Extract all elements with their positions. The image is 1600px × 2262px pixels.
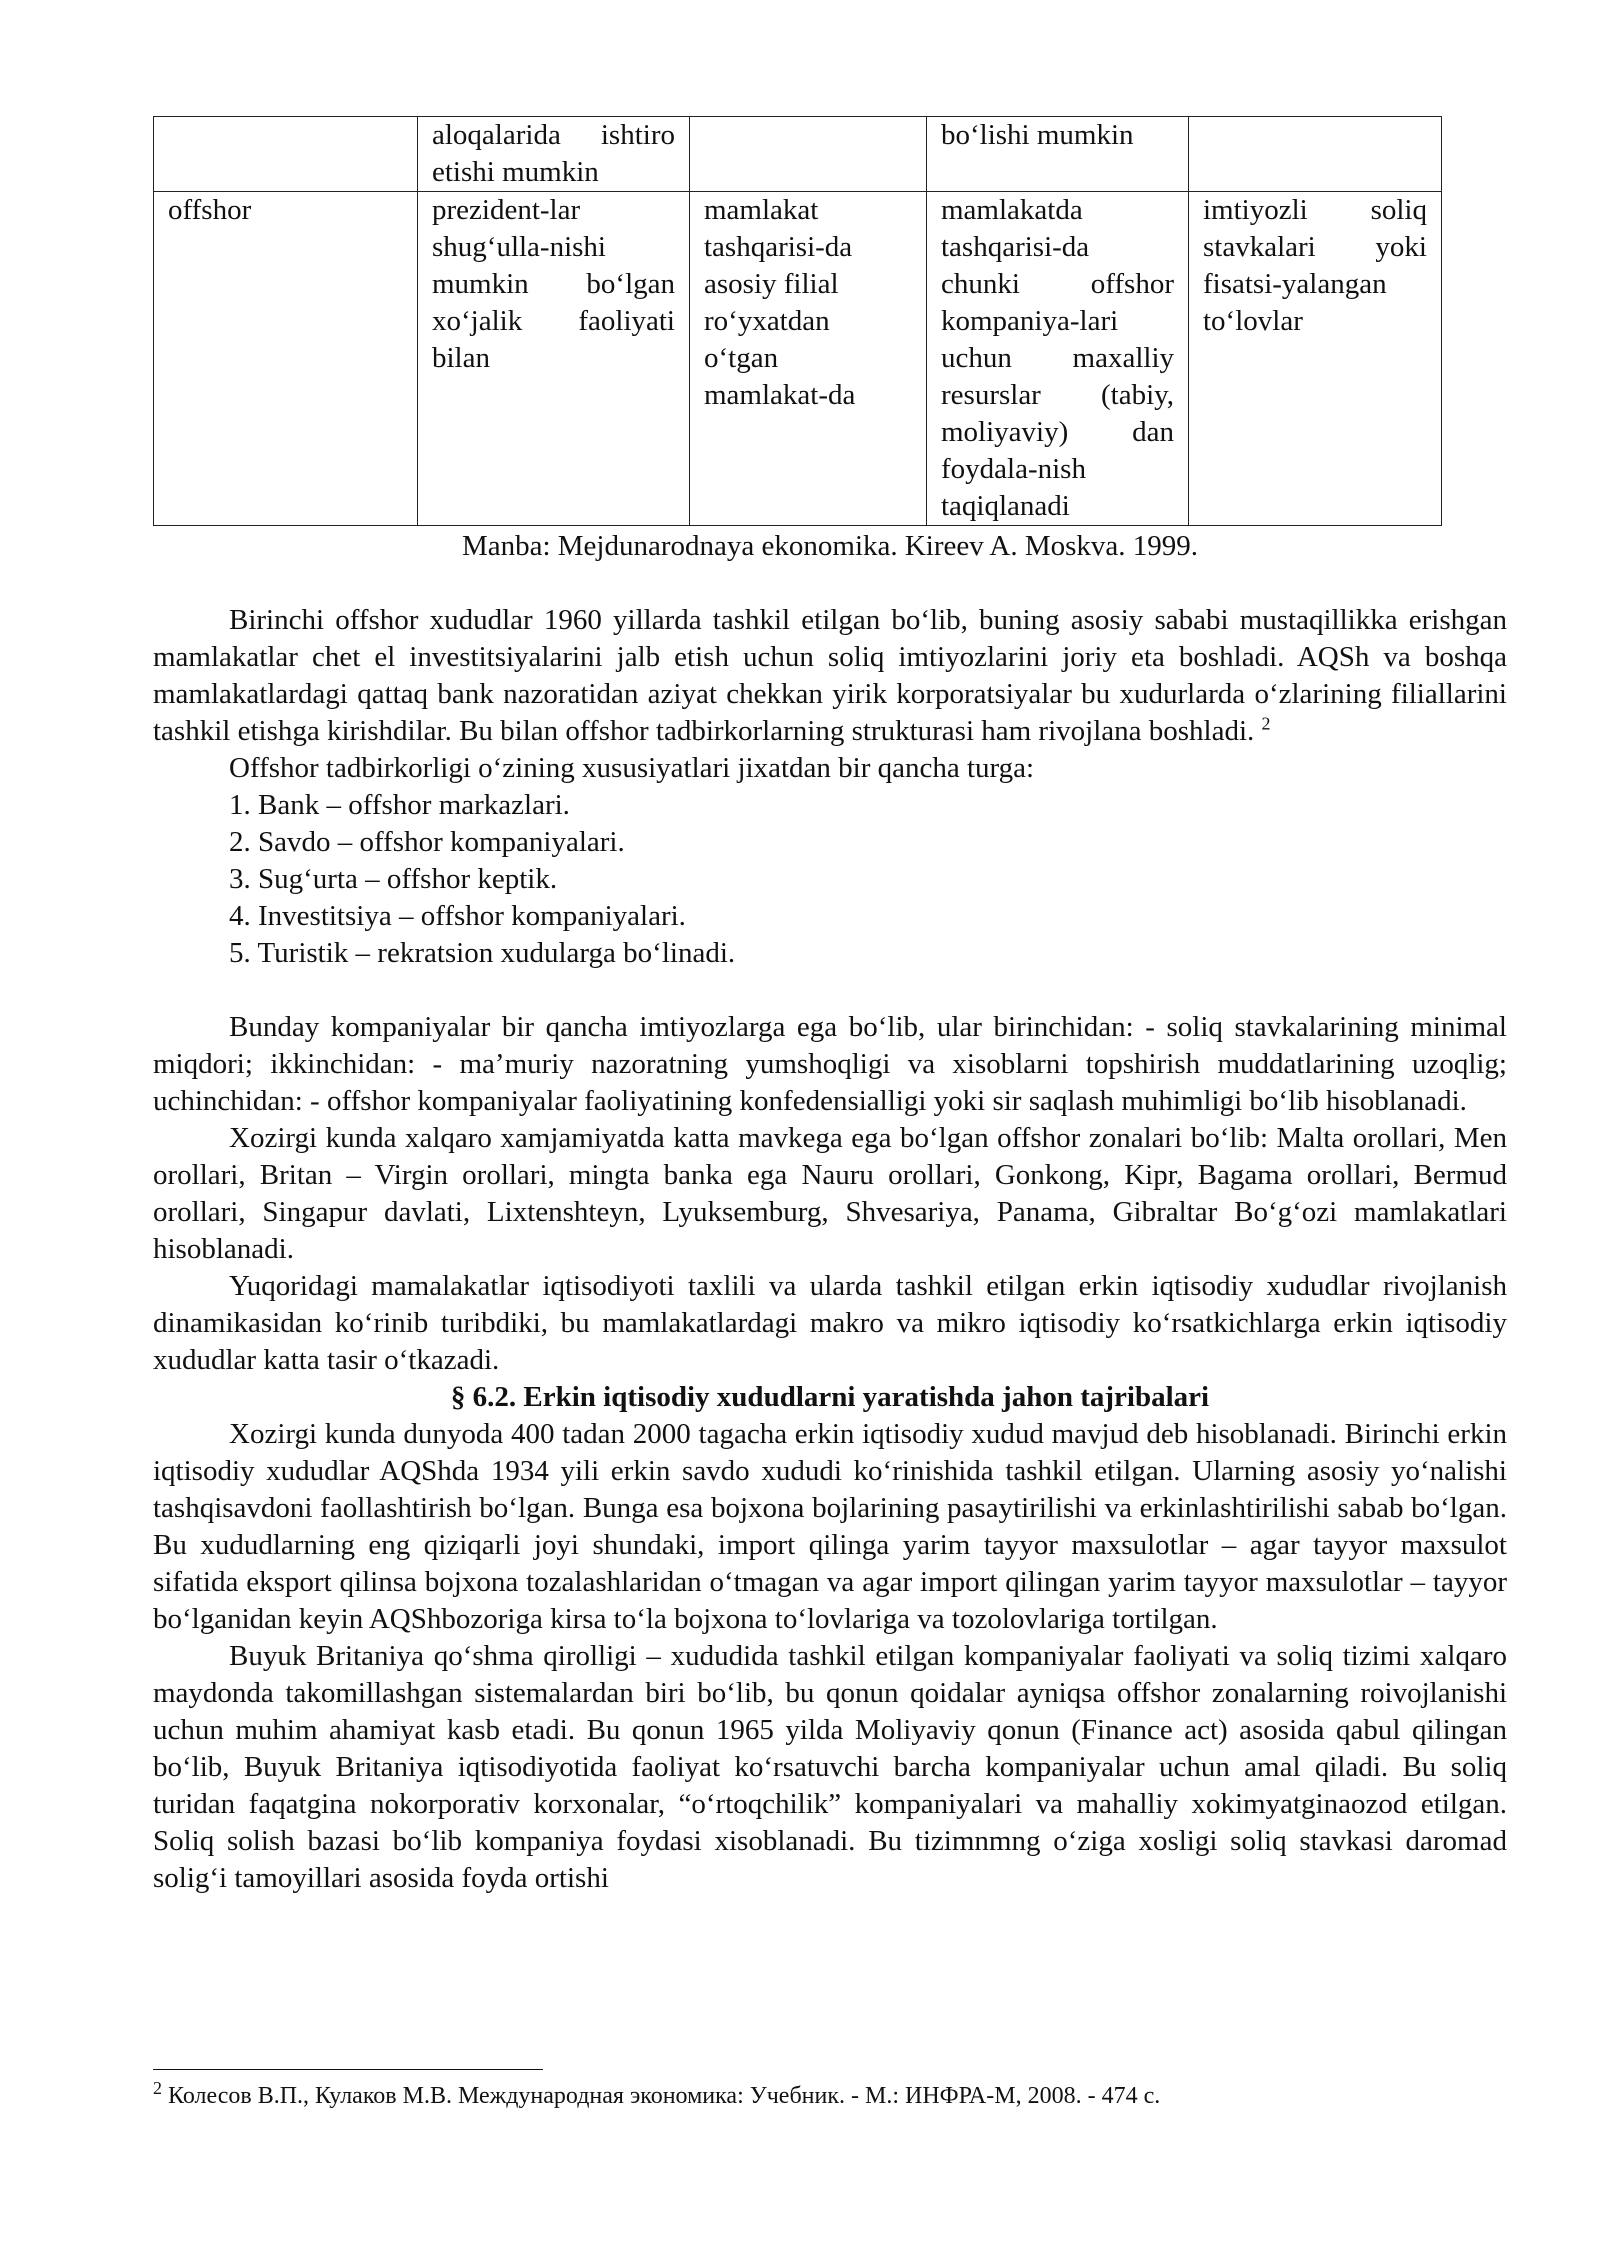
table-cell — [154, 192, 418, 526]
footnote-number: 2 — [153, 2078, 162, 2098]
footnote-text: Колесов В.П., Кулаков М.В. Международная экономика: Учебник. - М.: ИНФРА-М, 2008. - 474 с. — [162, 2083, 1161, 2109]
table-cell — [1189, 117, 1442, 192]
paragraph-5: Yuqoridagi mamalakatlar iqtisodiyoti taxlili va ularda tashkil etilgan erkin iqtisodiy xududlar rivojlanish dinamikasidan ko‘rinib turibdiki, bu mamlakatlardagi makro va mikro iqtisodiy ko‘rsatkichlarga erkin iqtisodiy xududlar katta tasir o‘tkazadi. — [153, 1270, 1507, 1376]
cell-line: o‘tgan — [704, 342, 779, 374]
table-body — [154, 117, 1442, 526]
cell-line: tashqarisi-da — [704, 231, 853, 263]
cell-line: offshor — [168, 194, 252, 226]
paragraph-3: Bunday kompaniyalar bir qancha imtiyozlarga ega bo‘lib, ular birinchidan: - soliq stavkalarining minimal miqdori; ikkinchidan: - ma’muriy nazoratning yumshoqligi va xisoblarni topshirish muddatlarining uzoqlig; uchinchidan: - offshor kompaniyalar faoliyatining konfedensialligi yoki sir saqlash muhimligi bo‘lib hisoblanadi. — [153, 1011, 1507, 1117]
table-cell — [418, 117, 690, 192]
cell-line: ro‘yxatdan — [704, 305, 830, 337]
cell-line: xo‘jalik faoliyati — [432, 305, 675, 337]
comparison-table — [153, 116, 1442, 526]
list-item: 3. Sug‘urta – offshor keptik. — [229, 863, 558, 895]
cell-line: imtiyozli soliq — [1203, 194, 1427, 226]
cell-line: aloqalarida ishtiro — [432, 119, 675, 151]
cell-line: asosiy filial — [704, 268, 839, 300]
list-item: 4. Investitsiya – offshor kompaniyalari. — [229, 900, 686, 932]
cell-line: bo‘lishi mumkin — [941, 119, 1134, 151]
cell-line: fisatsi-yalangan — [1203, 268, 1387, 300]
paragraph-6: Xozirgi kunda dunyoda 400 tadan 2000 tagacha erkin iqtisodiy xudud mavjud deb hisoblanadi. Birinchi erkin iqtisodiy xududlar AQShda 1934 yili erkin savdo xududi ko‘rinishida tashkil etilgan. Ularning asosiy yo‘nalishi tashqisavdoni faollashtirish bo‘lgan. Bunga esa bojxona bojlarining pasaytirilishi va erkinlashtirilishi sabab bo‘lgan. Bu xududlarning eng qiziqarli joyi shundaki, import qilinga yarim tayyor maxsulotlar – agar tayyor maxsulot sifatida eksport qilinsa bojxona tozalashlaridan o‘tmagan va agar import qilingan yarim tayyor maxsulotlar – tayyor bo‘lganidan keyin AQShbozoriga kirsa to‘la bojxona to‘lovlariga va tozolovlariga tortilgan. — [153, 1418, 1507, 1635]
footnote-divider — [153, 2069, 543, 2070]
footnote-ref[interactable]: 2 — [1261, 713, 1271, 734]
table-cell — [927, 117, 1189, 192]
paragraph-7: Buyuk Britaniya qo‘shma qirolligi – xududida tashkil etilgan kompaniyalar faoliyati va soliq tizimi xalqaro maydonda takomillashgan sistemalardan biri bo‘lib, bu qonun qoidalar ayniqsa offshor zonalarning roivojlanishi uchun muhim ahamiyat kasb etadi. Bu qonun 1965 yilda Moliyaviy qonun (Finance act) asosida qabul qilingan bo‘lib, Buyuk Britaniya iqtisodiyotida faoliyat ko‘rsatuvchi barcha kompaniyalar uchun amal qiladi. Bu soliq turidan faqatgina nokorporativ korxonalar, “o‘rtoqchilik” kompaniyalari va mahalliy xokimyatginaozod etilgan. Soliq solish bazasi bo‘lib kompaniya foydasi xisoblanadi. Bu tizimnmng o‘ziga xosligi soliq stavkasi daromad solig‘i tamoyillari asosida foyda ortishi — [153, 1640, 1507, 1894]
cell-line: mumkin bo‘lgan — [432, 268, 675, 300]
table-source: Manba: Mejdunarodnaya ekonomika. Kireev A. Moskva. 1999. — [461, 530, 1199, 562]
cell-line: foydala-nish — [941, 453, 1086, 485]
footnote — [153, 2078, 1161, 2111]
table-cell — [154, 117, 418, 192]
cell-line: to‘lovlar — [1203, 305, 1303, 337]
table-cell — [690, 192, 927, 526]
table-cell — [1189, 192, 1442, 526]
cell-line: moliyaviy) dan — [941, 416, 1174, 448]
cell-line: taqiqlanadi — [941, 490, 1070, 522]
table-cell — [418, 192, 690, 526]
cell-line: uchun maxalliy — [941, 342, 1174, 374]
cell-line: mamlakat — [704, 194, 819, 226]
paragraph-4: Xozirgi kunda xalqaro xamjamiyatda katta mavkega ega bo‘lgan offshor zonalari bo‘lib: Malta orollari, Men orollari, Britan – Virgin orollari, mingta banka ega Nauru orollari, Gonkong, Kipr, Bagama orollari, Bermud orollari, Singapur davlati, Lixtenshteyn, Lyuksemburg, Shvesariya, Panama, Gibraltar Bo‘g‘ozi mamlakatlari hisoblanadi. — [153, 1122, 1507, 1265]
cell-line: resurslar (tabiy, — [941, 379, 1174, 411]
cell-line: chunki offshor — [941, 268, 1174, 300]
table-cell — [690, 117, 927, 192]
cell-line: mamlakatda — [941, 194, 1083, 226]
paragraph-1 — [153, 602, 1507, 750]
table-cell — [927, 192, 1189, 526]
paragraph-2: Offshor tadbirkorligi o‘zining xususiyatlari jixatdan bir qancha turga: — [229, 752, 1035, 784]
section-heading: § 6.2. Erkin iqtisodiy xududlarni yaratishda jahon tajribalari — [450, 1381, 1210, 1413]
cell-line: stavkalari yoki — [1203, 231, 1427, 263]
list-item: 2. Savdo – offshor kompaniyalari. — [229, 826, 625, 858]
cell-line: mamlakat-da — [704, 379, 856, 411]
table-row — [154, 192, 1442, 526]
cell-line: bilan — [432, 342, 490, 374]
cell-line: kompaniya-lari — [941, 305, 1119, 337]
cell-line: prezident-lar — [432, 194, 581, 226]
cell-line: tashqarisi-da — [941, 231, 1090, 263]
paragraph-1-text: Birinchi offshor xududlar 1960 yillarda tashkil etilgan bo‘lib, buning asosiy sababi mustaqillikka erishgan mamlakatlar chet el investitsiyalarini jalb etish uchun soliq imtiyozlarini joriy eta boshladi. AQSh va boshqa mamlakatlardagi qattaq bank nazoratidan aziyat chekkan yirik korporatsiyalar bu xudurlarda o‘zlarining filiallarini tashkil etishga kirishdilar. Bu bilan offshor tadbirkorlarning strukturasi ham rivojlana boshladi. — [153, 604, 1507, 747]
list-item: 1. Bank – offshor markazlari. — [229, 789, 570, 821]
list-item: 5. Turistik – rekratsion xudularga bo‘linadi. — [229, 937, 736, 969]
cell-line: shug‘ulla-nishi — [432, 231, 606, 263]
page-content — [153, 116, 1507, 1897]
cell-line: etishi mumkin — [432, 156, 599, 188]
table-row — [154, 117, 1442, 192]
